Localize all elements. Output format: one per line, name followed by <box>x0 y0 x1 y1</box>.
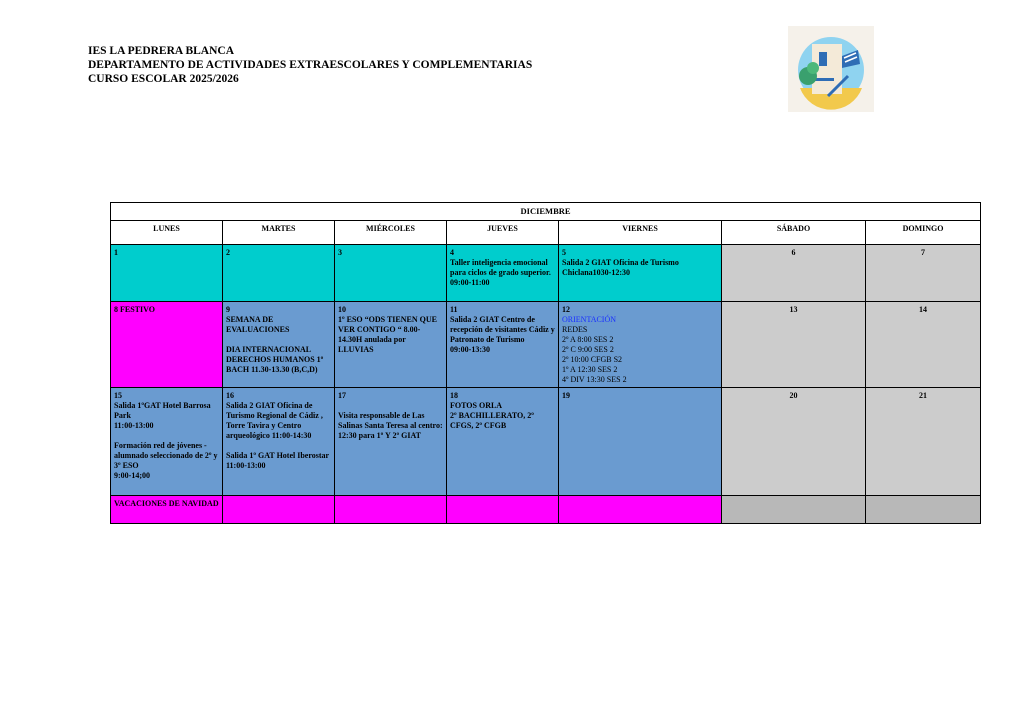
event-time: 09:00-11:00 <box>450 278 490 287</box>
event-text: Salida 1ºGAT Hotel Barrosa Park <box>114 401 211 420</box>
day-cell <box>866 302 981 388</box>
day-number: 11 <box>450 305 458 314</box>
day-cell <box>559 302 722 388</box>
event-text: Salida 1º GAT Hotel Iberostar <box>226 451 330 460</box>
week-row <box>111 302 981 388</box>
event-text: 1º ESO “ODS TIENEN QUE VER CONTIGO “ 8.00-14.30H anulada por LLUVIAS <box>338 315 437 354</box>
day-number: 8 FESTIVO <box>114 305 155 314</box>
day-header-sunday: DOMINGO <box>866 221 981 245</box>
event-text: 2º BACHILLERATO, 2º CFGS, 2º CFGB <box>450 411 534 430</box>
day-cell <box>559 388 722 496</box>
day-cell <box>866 245 981 302</box>
day-number: 19 <box>562 391 570 400</box>
event-text: Salida 2 GIAT Centro de recepción de visitantes Cádiz y Patronato de Turismo <box>450 315 555 344</box>
event-time: 11:00-13:00 <box>226 461 266 470</box>
event-text: 2º A 8:00 SES 2 <box>562 335 614 344</box>
day-cell <box>223 245 335 302</box>
week-row <box>111 388 981 496</box>
day-cell <box>722 496 866 524</box>
event-text: 4º DIV 13:30 SES 2 <box>562 375 627 384</box>
day-number: 6 <box>791 248 796 257</box>
week-row <box>111 496 981 524</box>
event-text: Taller inteligencia emocional para ciclos de grado superior. <box>450 258 551 277</box>
day-number: 10 <box>338 305 346 314</box>
event-text: 1º A 12:30 SES 2 <box>562 365 618 374</box>
document-header <box>88 44 532 86</box>
day-cell <box>335 245 447 302</box>
event-text: Formación red de jóvenes - alumnado seleccionado de 2º y 3º ESO <box>114 441 218 470</box>
day-cell <box>866 496 981 524</box>
day-number: 20 <box>789 391 798 400</box>
event-text: FOTOS ORLA <box>450 401 503 410</box>
day-cell <box>335 302 447 388</box>
day-number: 15 <box>114 391 122 400</box>
day-cell <box>722 245 866 302</box>
month-title: DICIEMBRE <box>111 203 981 221</box>
week-row <box>111 245 981 302</box>
event-text: REDES <box>562 325 588 334</box>
event-text: Visita responsable de Las Salinas Santa Teresa al centro: 12:30 para 1º Y 2º GIAT <box>338 411 443 440</box>
day-number: 2 <box>226 248 230 257</box>
day-number: 14 <box>919 305 928 314</box>
day-cell <box>447 302 559 388</box>
event-text: Salida 2 GIAT Oficina de Turismo Chiclana1030-12:30 <box>562 258 679 277</box>
day-cell <box>223 496 335 524</box>
day-number: 1 <box>114 248 118 257</box>
day-number: 21 <box>919 391 928 400</box>
day-cell <box>447 245 559 302</box>
school-logo <box>788 26 874 112</box>
orientacion-link[interactable]: ORIENTACIÓN <box>562 315 617 324</box>
day-number: 9 <box>226 305 230 314</box>
day-cell <box>447 388 559 496</box>
day-header-friday: VIERNES <box>559 221 722 245</box>
day-cell <box>223 302 335 388</box>
day-cell <box>335 388 447 496</box>
december-calendar <box>110 202 981 524</box>
day-header-thursday: JUEVES <box>447 221 559 245</box>
day-header-wednesday: MIÉRCOLES <box>335 221 447 245</box>
day-number: 16 <box>226 391 234 400</box>
school-logo-icon <box>788 26 874 112</box>
day-cell <box>111 388 223 496</box>
event-text: Salida 2 GIAT Oficina de Turismo Regional de Cádiz , Torre Tavira y Centro arqueológico 11:00-14:30 <box>226 401 323 440</box>
department-name: DEPARTAMENTO DE ACTIVIDADES EXTRAESCOLARES Y COMPLEMENTARIAS <box>88 59 533 71</box>
event-time: 9:00-14;00 <box>114 471 150 480</box>
day-cell <box>111 496 223 524</box>
school-name: IES LA PEDRERA BLANCA <box>88 45 235 57</box>
day-cell <box>866 388 981 496</box>
day-cell <box>335 496 447 524</box>
day-number: 7 <box>921 248 926 257</box>
day-header-monday: LUNES <box>111 221 223 245</box>
day-number: 5 <box>562 248 566 257</box>
day-cell <box>223 388 335 496</box>
day-cell <box>559 496 722 524</box>
day-number: 12 <box>562 305 570 314</box>
day-cell <box>111 245 223 302</box>
day-cell <box>447 496 559 524</box>
school-year: CURSO ESCOLAR 2025/2026 <box>88 73 239 85</box>
day-cell <box>722 302 866 388</box>
day-header-saturday: SÁBADO <box>722 221 866 245</box>
day-number: 3 <box>338 248 342 257</box>
event-time: 09:00-13:30 <box>450 345 490 354</box>
day-number: 4 <box>450 248 454 257</box>
day-cell <box>559 245 722 302</box>
day-header-tuesday: MARTES <box>223 221 335 245</box>
day-number: 18 <box>450 391 458 400</box>
event-text: DIA INTERNACIONAL DERECHOS HUMANOS 1º BACH 11.30-13.30 (B,C,D) <box>226 345 324 374</box>
event-text: SEMANA DE EVALUACIONES <box>226 315 290 334</box>
vacation-label: VACACIONES DE NAVIDAD <box>114 499 219 508</box>
event-time: 11:00-13:00 <box>114 421 154 430</box>
event-text: 2º 10:00 CFGB S2 <box>562 355 623 364</box>
day-number: 13 <box>789 305 798 314</box>
day-number: 17 <box>338 391 346 400</box>
event-text: 2º C 9:00 SES 2 <box>562 345 614 354</box>
day-cell <box>722 388 866 496</box>
day-cell <box>111 302 223 388</box>
